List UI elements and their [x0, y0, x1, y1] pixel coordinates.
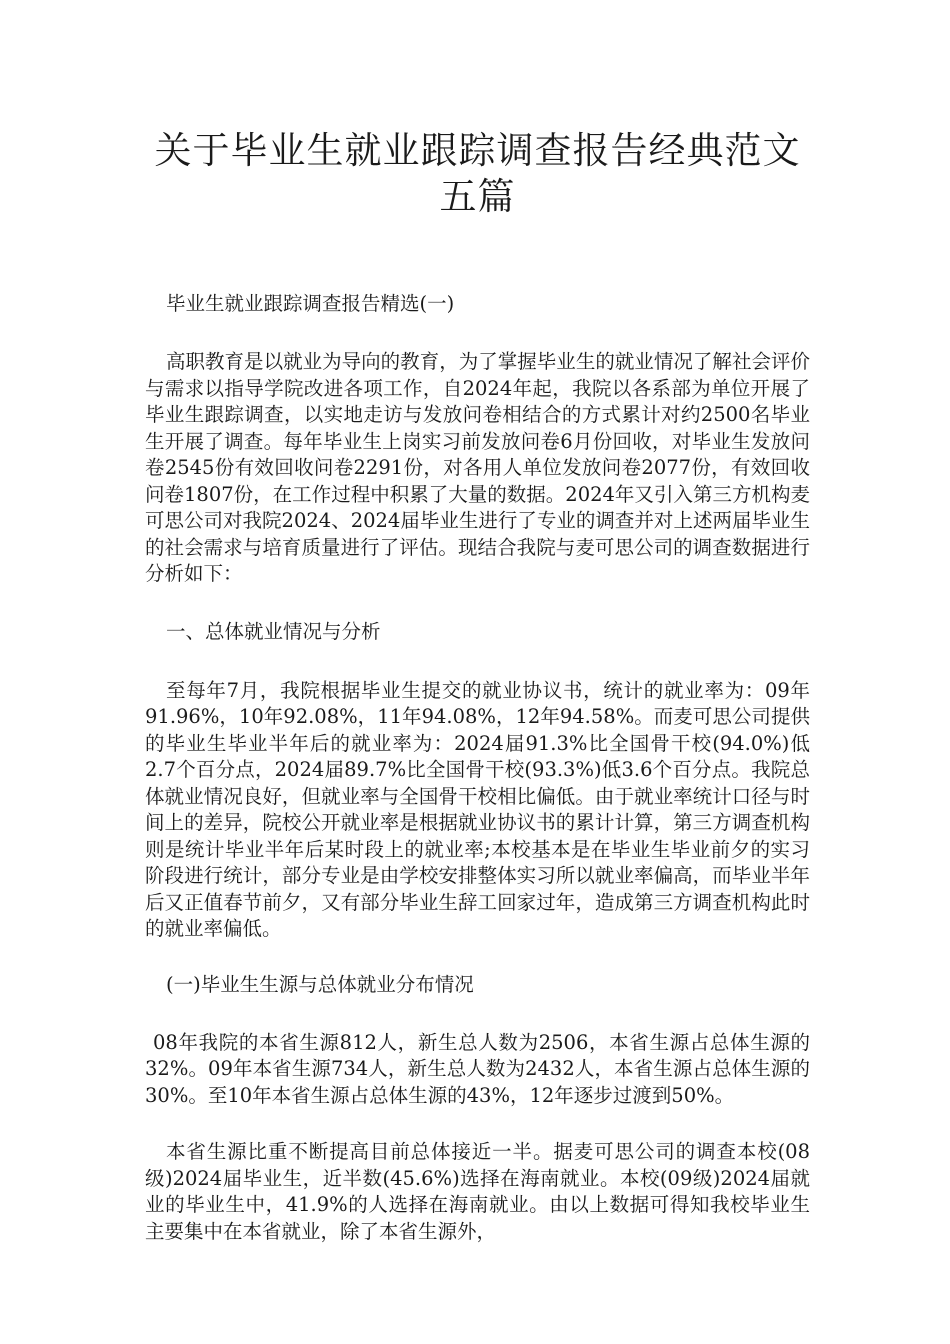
paragraph-local-employment: 本省生源比重不断提高目前总体接近一半。据麦可思公司的调查本校(08级)2024届毕业生，近半数(45.6%)选择在海南就业。本校(09级)2024届就业的毕业生中，41.9%的人选择在海南就业。由以上数据可得知我校毕业生主要集中在本省就业，除了本省生源外， [145, 1140, 810, 1243]
paragraph-intro: 高职教育是以就业为导向的教育，为了掌握毕业生的就业情况了解社会评价与需求以指导学院改进各项工作，自2024年起，我院以各系部为单位开展了毕业生跟踪调查，以实地走访与发放问卷相结合的方式累计对约2500名毕业生开展了调查。每年毕业生上岗实习前发放问卷6月份回收，对毕业生发放问卷2545份有效回收问卷2291份，对各用人单位发放问卷2077份，有效回收问卷1807份，在工作过程中积累了大量的数据。2024年又引入第三方机构麦可思公司对我院2024、2024届毕业生进行了专业的调查并对上述两届毕业生的社会需求与培育质量进行了评估。现结合我院与麦可思公司的调查数据进行分析如下： [145, 350, 810, 585]
paragraph-employment-rates: 至每年7月，我院根据毕业生提交的就业协议书，统计的就业率为：09年91.96%，10年92.08%，11年94.08%，12年94.58%。而麦可思公司提供的毕业生毕业半年后的就业率为：2024届91.3%比全国骨干校(94.0%)低2.7个百分点，2024届89.7%比全国骨干校(93.3%)低3.6个百分点。我院总体就业情况良好，但就业率与全国骨干校相比偏低。由于就业率统计口径与时间上的差异，院校公开就业率是根据就业协议书的累计计算，第三方调查机构则是统计毕业半年后某时段上的就业率;本校基本是在毕业生毕业前夕的实习阶段进行统计，部分专业是由学校安排整体实习所以就业率偏高，而毕业半年后又正值春节前夕，又有部分毕业生辞工回家过年，造成第三方调查机构此时的就业率偏低。 [145, 678, 810, 940]
document-page [145, 0, 810, 1245]
section-heading-student-sources: (一)毕业生生源与总体就业分布情况 [166, 972, 474, 996]
document-title: 关于毕业生就业跟踪调查报告经典范文五篇 [154, 129, 801, 218]
document-subtitle: 毕业生就业跟踪调查报告精选(一) [166, 292, 455, 315]
section-heading-overall-employment: 一、总体就业情况与分析 [166, 619, 381, 643]
paragraph-student-sources: 08年我院的本省生源812人，新生总人数为2506，本省生源占总体生源的32%。09年本省生源734人，新生总人数为2432人，本省生源占总体生源的30%。至10年本省生源占总体生源的43%，12年逐步过渡到50%。 [145, 1030, 810, 1107]
